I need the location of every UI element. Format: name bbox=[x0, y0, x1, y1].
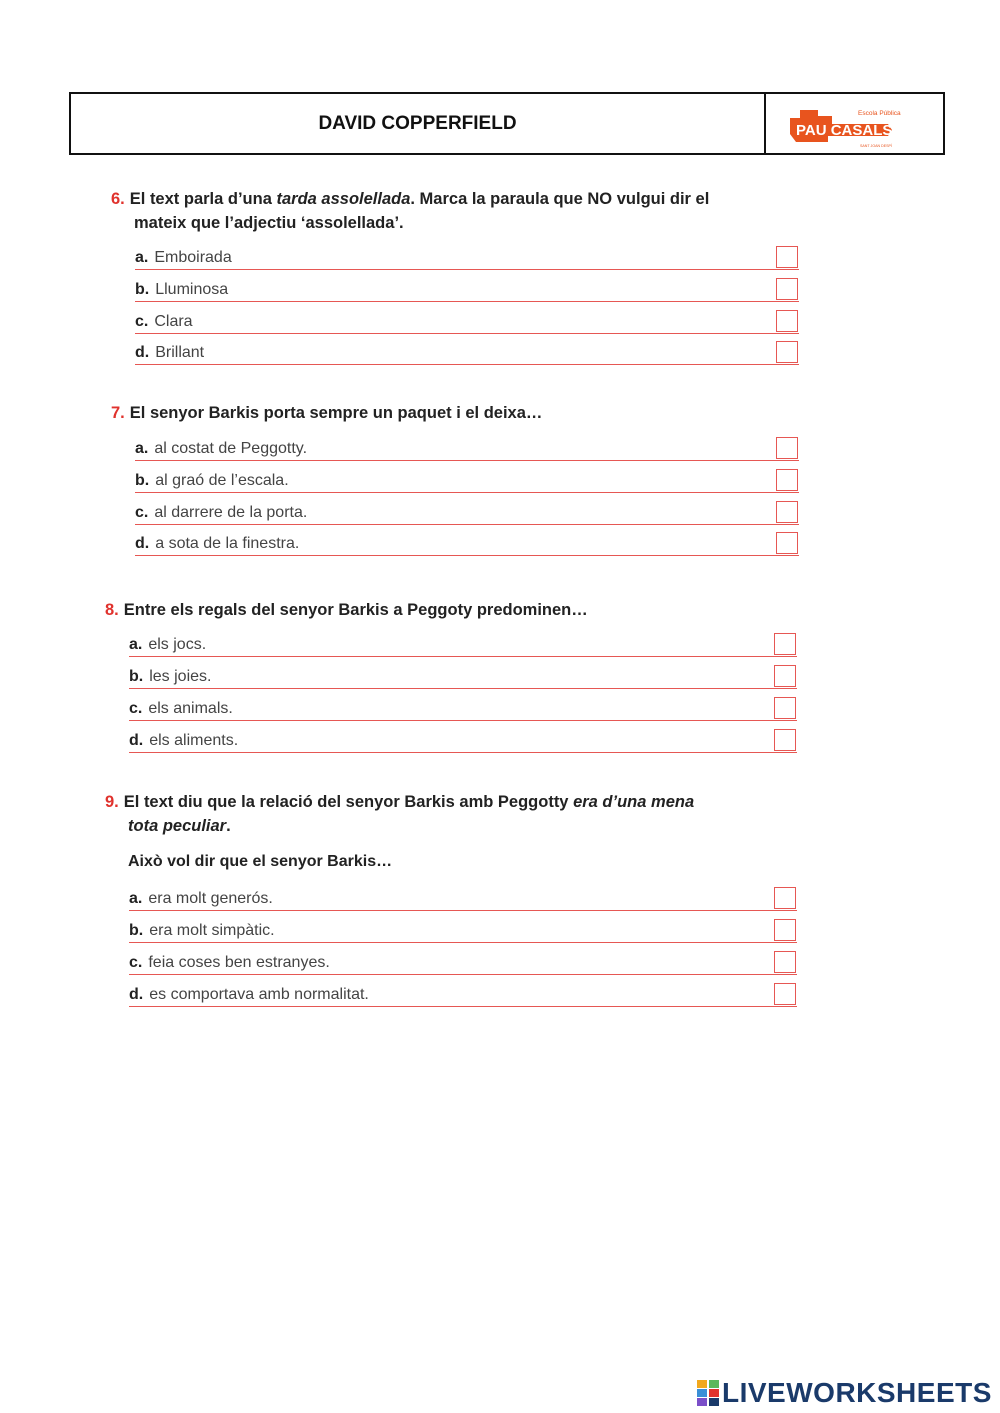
option-row: a. al costat de Peggotty. bbox=[135, 438, 799, 461]
answer-checkbox[interactable] bbox=[774, 633, 796, 655]
option-row: b. al graó de l’escala. bbox=[135, 470, 799, 493]
question-8-line1: 8. Entre els regals del senyor Barkis a Peggoty predominen… bbox=[105, 601, 588, 619]
question-number: 6. bbox=[111, 190, 125, 208]
answer-checkbox[interactable] bbox=[774, 697, 796, 719]
option-row: a. Emboirada bbox=[135, 247, 799, 270]
question-9-line2: tota peculiar. bbox=[128, 817, 231, 835]
answer-checkbox[interactable] bbox=[774, 665, 796, 687]
option-row: c. feia coses ben estranyes. bbox=[129, 952, 797, 975]
logo-text: PAU CASALS bbox=[796, 122, 893, 139]
logo-caption: Escola Pública bbox=[858, 110, 901, 117]
liveworksheets-brand: LIVEWORKSHEETS bbox=[722, 1377, 992, 1408]
answer-checkbox[interactable] bbox=[776, 246, 798, 268]
option-row: c. els animals. bbox=[129, 698, 797, 721]
question-6-line2: mateix que l’adjectiu ‘assolellada’. bbox=[134, 214, 404, 232]
question-9-subprompt: Això vol dir que el senyor Barkis… bbox=[128, 853, 393, 870]
answer-checkbox[interactable] bbox=[774, 983, 796, 1005]
option-row: b. era molt simpàtic. bbox=[129, 920, 797, 943]
answer-checkbox[interactable] bbox=[776, 341, 798, 363]
option-row: b. les joies. bbox=[129, 666, 797, 689]
answer-checkbox[interactable] bbox=[776, 469, 798, 491]
question-number: 7. bbox=[111, 404, 125, 422]
option-row: c. al darrere de la porta. bbox=[135, 502, 799, 525]
option-row: a. era molt generós. bbox=[129, 888, 797, 911]
question-number: 9. bbox=[105, 793, 119, 811]
logo-small-text: SANT JOAN DESPÍ bbox=[860, 144, 892, 148]
answer-checkbox[interactable] bbox=[774, 887, 796, 909]
question-7-line1: 7. El senyor Barkis porta sempre un paquet i el deixa… bbox=[111, 404, 543, 422]
answer-checkbox[interactable] bbox=[776, 278, 798, 300]
answer-checkbox[interactable] bbox=[776, 501, 798, 523]
worksheet-title: DAVID COPPERFIELD bbox=[71, 94, 766, 153]
option-row: b. Lluminosa bbox=[135, 279, 799, 302]
answer-checkbox[interactable] bbox=[776, 310, 798, 332]
answer-checkbox[interactable] bbox=[774, 919, 796, 941]
answer-checkbox[interactable] bbox=[776, 437, 798, 459]
question-number: 8. bbox=[105, 601, 119, 619]
answer-checkbox[interactable] bbox=[774, 951, 796, 973]
school-logo-cell bbox=[766, 94, 943, 153]
liveworksheets-logo bbox=[697, 1376, 992, 1410]
option-row: a. els jocs. bbox=[129, 634, 797, 657]
liveworksheets-icon bbox=[697, 1380, 719, 1406]
question-9-line1: 9. El text diu que la relació del senyor Barkis amb Peggotty era d’una mena bbox=[105, 793, 695, 811]
worksheet-header bbox=[69, 92, 945, 155]
answer-checkbox[interactable] bbox=[774, 729, 796, 751]
question-6-line1: 6. El text parla d’una tarda assolellada. Marca la paraula que NO vulgui dir el bbox=[111, 190, 710, 208]
option-row: d. Brillant bbox=[135, 342, 799, 365]
option-row: d. es comportava amb normalitat. bbox=[129, 984, 797, 1007]
school-logo bbox=[788, 104, 906, 148]
answer-checkbox[interactable] bbox=[776, 532, 798, 554]
option-row: d. els aliments. bbox=[129, 730, 797, 753]
option-row: c. Clara bbox=[135, 311, 799, 334]
option-row: d. a sota de la finestra. bbox=[135, 533, 799, 556]
